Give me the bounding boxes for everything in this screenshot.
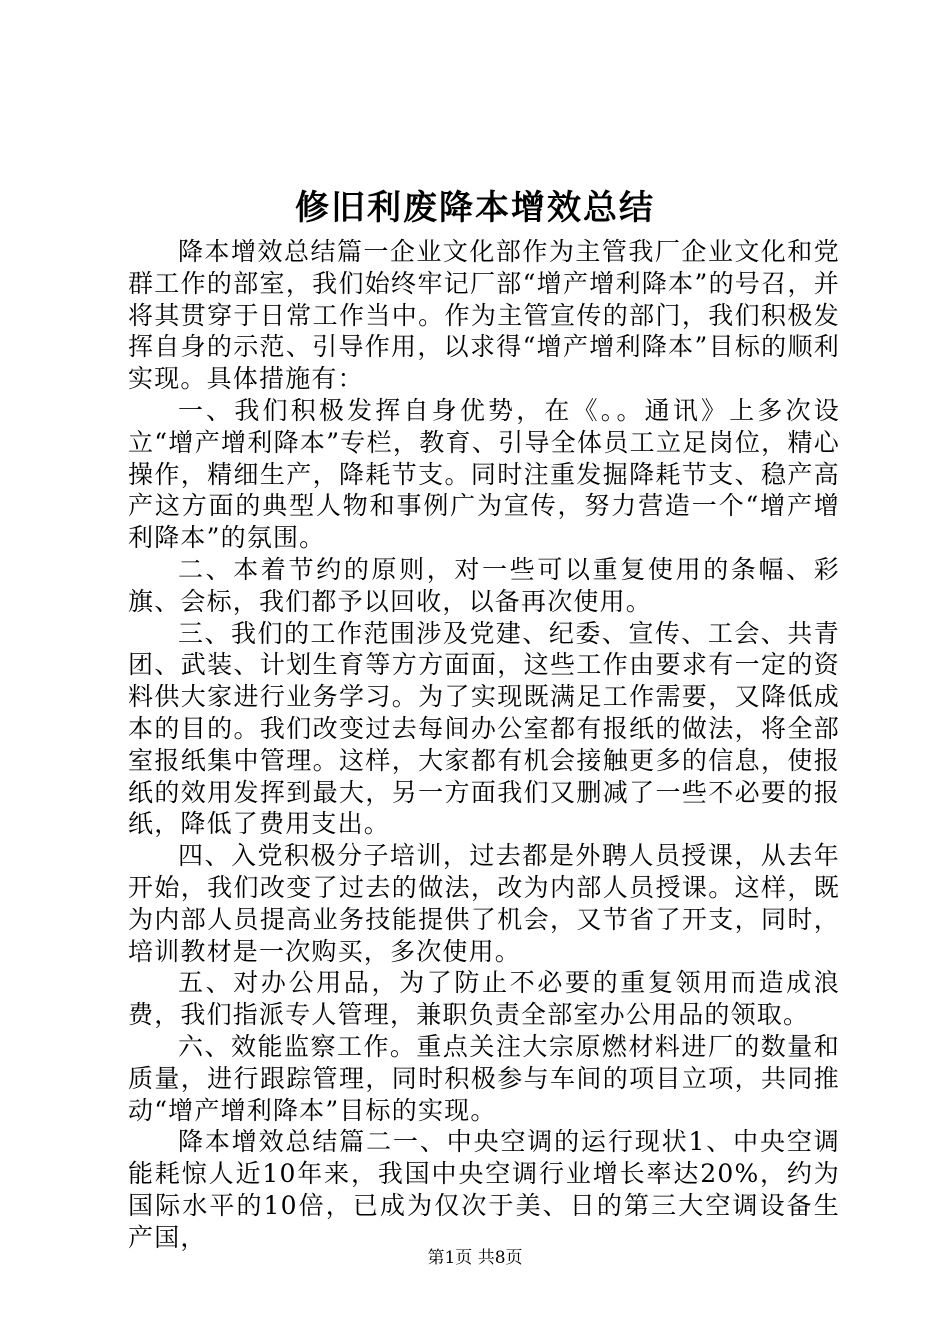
paragraph: 一、我们积极发挥自身优势，在《。。通讯》上多次设立“增产增利降本”专栏，教育、引导全体员工立足岗位，精心操作，精细生产，降耗节支。同时注重发掘降耗节支、稳产高产这方面的典型人物和事例广为宣传，努力营造一个“增产增利降本”的氛围。	[128, 395, 840, 553]
paragraph: 降本增效总结篇二一、中央空调的运行现状1、中央空调能耗惊人近10年来，我国中央空调行业增长率达20%，约为国际水平的10倍，已成为仅次于美、日的第三大空调设备生产国，	[128, 1127, 840, 1252]
page-footer: 第1页 共8页	[427, 1248, 523, 1268]
paragraph: 降本增效总结篇一企业文化部作为主管我厂企业文化和党群工作的部室，我们始终牢记厂部“增产增利降本”的号召，并将其贯穿于日常工作当中。作为主管宣传的部门，我们积极发挥自身的示范、引导作用，以求得“增产增利降本”目标的顺利实现。具体措施有：	[128, 237, 840, 394]
document-title: 修旧利废降本增效总结	[295, 188, 655, 228]
document-body	[128, 236, 840, 1254]
paragraph: 四、入党积极分子培训，过去都是外聘人员授课，从去年开始，我们改变了过去的做法，改为内部人员授课。这样，既为内部人员提高业务技能提供了机会，又节省了开支，同时，培训教材是一次购买，多次使用。	[128, 841, 840, 966]
paragraph: 三、我们的工作范围涉及党建、纪委、宣传、工会、共青团、武装、计划生育等方方面面，这些工作由要求有一定的资料供大家进行业务学习。为了实现既满足工作需要，又降低成本的目的。我们改变过去每间办公室都有报纸的做法，将全部室报纸集中管理。这样，大家都有机会接触更多的信息，使报纸的效用发挥到最大，另一方面我们又删减了一些不必要的报纸，降低了费用支出。	[128, 618, 840, 839]
paragraph: 六、效能监察工作。重点关注大宗原燃材料进厂的数量和质量，进行跟踪管理，同时积极参与车间的项目立项，共同推动“增产增利降本”目标的实现。	[128, 1031, 840, 1125]
paragraph: 二、本着节约的原则，对一些可以重复使用的条幅、彩旗、会标，我们都予以回收，以备再次使用。	[128, 554, 840, 616]
paragraph: 五、对办公用品，为了防止不必要的重复领用而造成浪费，我们指派专人管理，兼职负责全部室办公用品的领取。	[128, 968, 840, 1030]
